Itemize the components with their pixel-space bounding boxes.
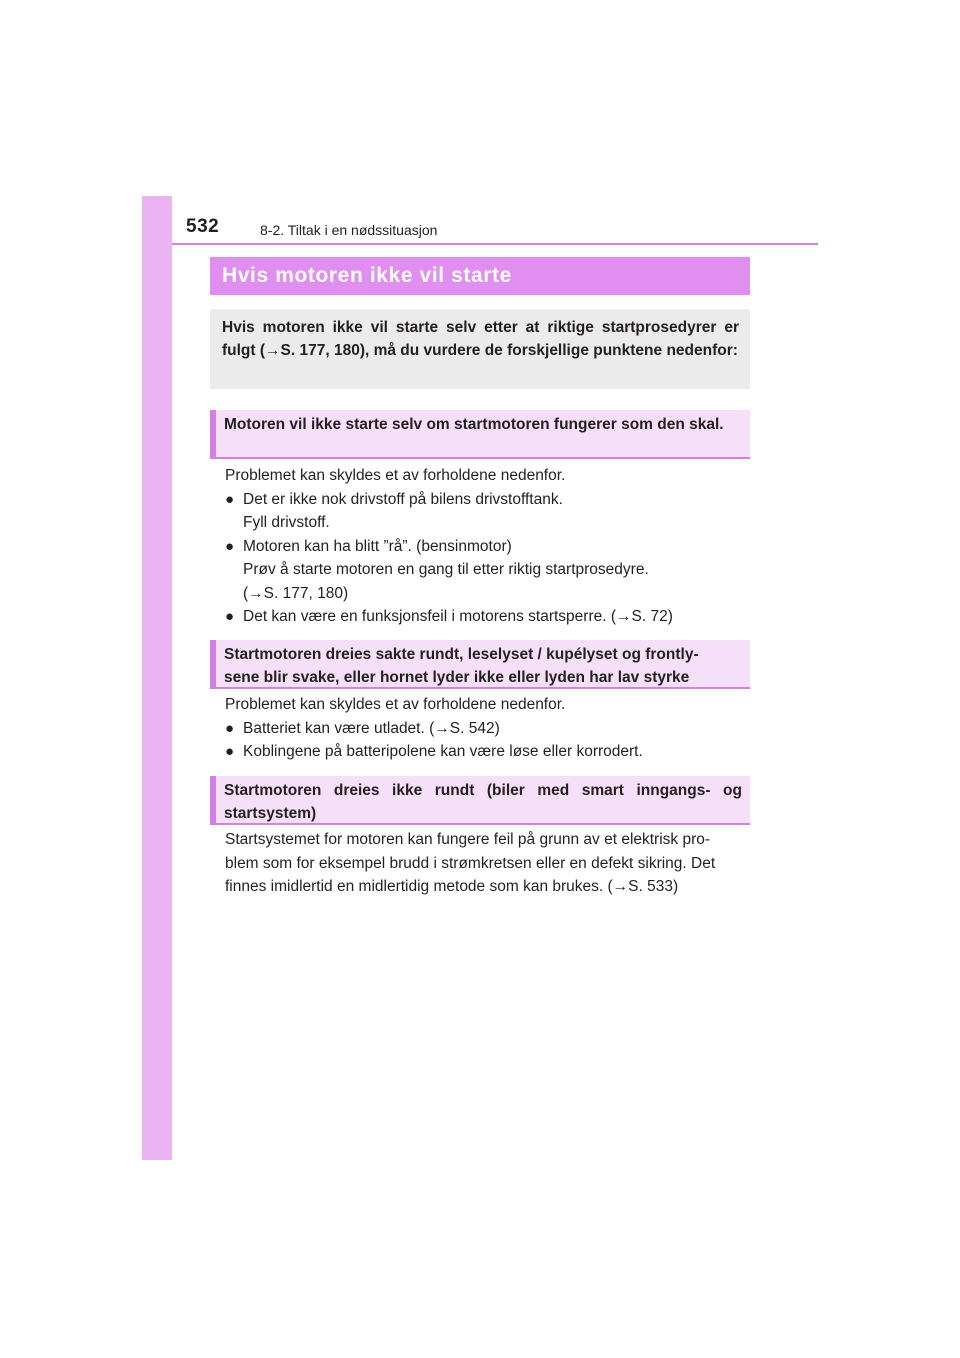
- subheading-1: Motoren vil ikke starte selv om startmotoren fungerer som den skal.: [210, 410, 750, 459]
- section-3-body: [225, 828, 747, 899]
- bullet-subtext: Fyll drivstoff.: [243, 514, 330, 531]
- section-3-line-1: Startsystemet for motoren kan fungere feil på grunn av et elektrisk pro-: [225, 831, 711, 848]
- intro-box: Hvis motoren ikke vil starte selv etter at riktige startprosedyrer er fulgt (→S. 177, 180), må du vurdere de forskjellige punktene nedenfor:: [210, 309, 750, 389]
- bullet-text: Koblingene på batteripolene kan være løse eller korrodert.: [243, 743, 643, 760]
- section-label: 8-2. Tiltak i en nødssituasjon: [260, 222, 438, 238]
- bullet-text: Det kan være en funksjonsfeil i motorens startsperre. (→S. 72): [243, 608, 673, 625]
- side-color-strip: [142, 196, 172, 1160]
- section-1-lead: Problemet kan skyldes et av forholdene nedenfor.: [225, 467, 566, 484]
- bullet-subtext: (→S. 177, 180): [243, 584, 349, 602]
- page-title: Hvis motoren ikke vil starte: [222, 264, 512, 287]
- bullet-subtext: Prøv å starte motoren en gang til etter riktig startprosedyre.: [243, 561, 649, 578]
- subheading-2-line-1: Startmotoren dreies sakte rundt, leselyset / kupélyset og frontly-: [224, 646, 699, 663]
- list-item: [225, 488, 747, 512]
- list-item: [225, 717, 747, 741]
- subheading-3: Startmotoren dreies ikke rundt (biler med smart inngangs- og startsystem): [210, 776, 750, 825]
- subheading-2-line-2: sene blir svake, eller hornet lyder ikke eller lyden har lav styrke: [224, 669, 690, 686]
- bullet-icon: ●: [225, 719, 235, 737]
- bullet-text: Batteriet kan være utladet. (→S. 542): [243, 719, 500, 737]
- section-1-body: [225, 464, 747, 629]
- section-2-body: [225, 693, 747, 764]
- bullet-text: Motoren kan ha blitt ”rå”. (bensinmotor): [243, 537, 512, 555]
- header-rule: [172, 243, 818, 245]
- bullet-icon: ●: [225, 490, 235, 508]
- bullet-text: Det er ikke nok drivstoff på bilens drivstofftank.: [243, 490, 563, 508]
- bullet-icon: ●: [225, 608, 235, 625]
- list-item: [225, 740, 747, 764]
- bullet-icon: ●: [225, 743, 235, 760]
- subheading-2: [210, 640, 750, 689]
- section-3-line-2: blem som for eksempel brudd i strømkretsen eller en defekt sikring. Det: [225, 854, 716, 872]
- bullet-icon: ●: [225, 537, 235, 555]
- section-title-bar: [210, 257, 750, 295]
- list-item: [225, 535, 747, 559]
- list-item: [225, 605, 747, 629]
- section-2-lead: Problemet kan skyldes et av forholdene nedenfor.: [225, 696, 566, 713]
- section-3-line-3: finnes imidlertid en midlertidig metode som kan brukes. (→S. 533): [225, 878, 679, 895]
- page-number: 532: [186, 216, 220, 237]
